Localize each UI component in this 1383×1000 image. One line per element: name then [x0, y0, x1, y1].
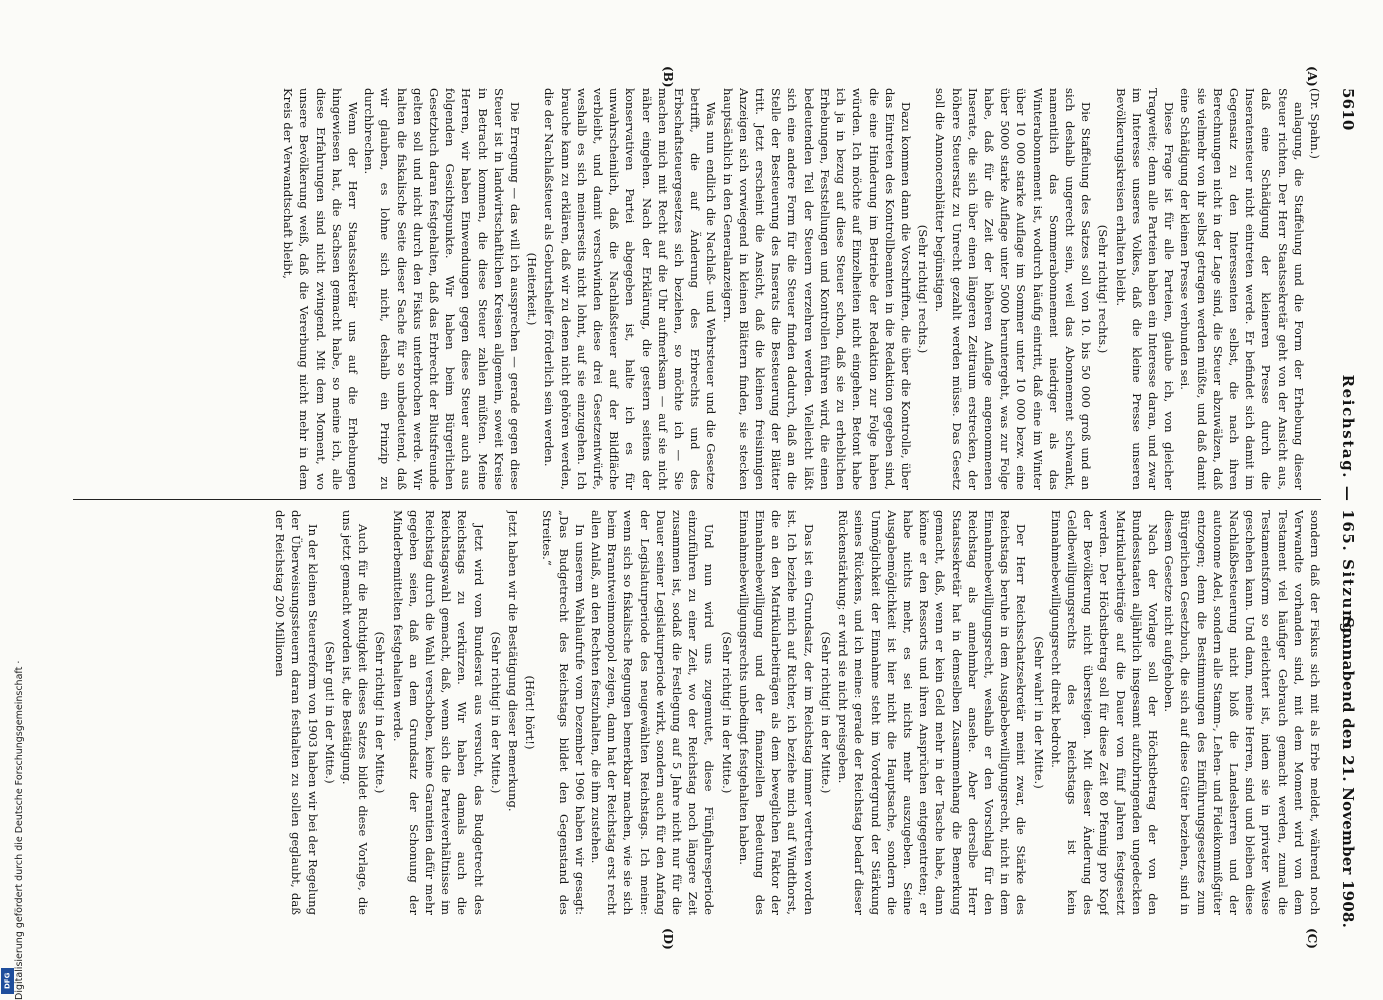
paragraph: Was nun endlich die Nachlaß- und Wehrsteuer und die Gesetze betrifft, die auf Änderung des Erbrechts und des Erbschaftsteuergesetzes sich beziehen, so möchte ich — Sie machen mich mit Recht auf die Uhr aufmerksam — auf sie nicht näher eingehen. Nach der Erklärung, die gestern seitens der konservativen Partei abgegeben ist, halte ich es für unwahrscheinlich, daß die Nachlaßsteuer auf der Bildfläche verbleibt, und damit verschwinden diese drei Gesetzentwürfe, weshalb es sich meinerseits nicht lohnt, auf sie einzugehen. Ich brauche kann zu erklären, daß wir zu denen nicht gehören werden, die der Nachlaßsteuer als Geburtshelfer förderlich sein werden.: [542, 88, 719, 490]
paragraph: Die Erregung — das will ich aussprechen — gerade gegen diese Steuer ist in landwirtschaftlichen Kreisen allgemein, soweit Kreise in Betracht kommen, die diese Steuer zahlen müßten. Meine Herren, wir haben Einwendungen gegen diese Steuer auch aus folgenden Gesichtspunkte. Wir haben beim Bürgerlichen Gesetzbuch daran festgehalten, daß das Erbrecht der Blutsfreunde gelten soll und nicht durch den Fiskus unterbrochen werde. Wir halten die fiskalische Seite dieser Sache für so unbedeutend, daß wir glauben, es lohne sich nicht, deshalb ein Prinzip zu durchbrechen.: [362, 88, 523, 490]
dfg-logo-icon: DFG: [1, 968, 14, 994]
paragraph: sondern daß der Fiskus sich mit als Erbe meldet, während noch Verwandte vorhanden sind, mit dem Moment wird von dem Testament viel häufiger Gebrauch gemacht werden, zumal die Testamentsform so erleichtert ist, indem sie in privater Weise geschehen kann. Und dann, meine Herren, sind und bleiben diese Nachlaßbesteuerung nicht bloß die Landesherren und der autonome Adel, sondern alle Stamm-, Lehen- und Fideikommißgüter entzogen; denn die Bestimmungen des Einführungsgesetzes zum Bürgerlichen Gesetzbuch, die sich auf diese Güter beziehen, sind in diesem Gesetze nicht aufgehoben.: [1162, 510, 1322, 915]
paragraph: Auch für die Richtigkeit dieses Satzes bildet diese Vorlage, die uns jetzt gemacht worden ist, die Bestätigung.: [340, 510, 371, 915]
paragraph: Diese Frage ist für alle Parteien, glaube ich, von gleicher Tragweite; denn alle Parteien haben ein Interesse daran, und zwar im Interesse unseres Volkes, daß die kleine Presse unseren Bevölkerungskreisen erhalten bleibt.: [1113, 88, 1177, 490]
interjection: (Sehr richtig! in der Mitte.): [818, 631, 833, 794]
page-header: [1331, 88, 1365, 928]
paragraph: Wenn der Herr Staatssekretär uns auf die Erhebungen hingewiesen hat, die Sachsen gemacht habe, so meine ich, alle diese Erfahrungen sind nicht zwingend. Mit dem Moment, wo unsere Bevölkerung weiß, daß die Vererbung nicht mehr in dem Kreis der Verwandtschaft bleibt,: [281, 88, 361, 490]
digitization-credit: Digitalisierung gefördert durch die Deutsche Forschungsgemeinschaft ·: [14, 660, 25, 1000]
paragraph: anlagung, die Staffelung und die Form der Erhebung dieser Steuer richten. Der Herr Staatssekretär geht von der Ansicht aus, daß eine Schädigung der kleineren Presse durch die Inseratensteuer nicht eintreten werde. Er befindet sich damit im Gegensatz zu den Interessenten selbst, die nach ihren Berechnungen nicht in der Lage sind, die Steuer abzuwälzen, daß sie vielmehr von ihr selbst getragen werden müßte, und daß damit eine Schädigung der kleinen Presse verbunden sei.: [1178, 88, 1306, 490]
margin-mark-c: (C): [1305, 928, 1319, 949]
paragraph: Dazu kommen dann die Vorschriften, die über die Kontrolle, über das Eintreten des Kontrollbeamten in die Redaktion gegeben sind, die eine Hinderung im Betriebe der Redaktion zur Folge haben würden. Ich möchte auf Einzelheiten nicht eingehen. Betont habe ich ja in bezug auf diese Steuer schon, daß sie zu erheblichen Erhebungen, Feststellungen und Kontrollen führen wird, die einen bedeutenden Teil der Steuern verzehren werden. Vielleicht läßt sich eine andere Form für die Steuer finden dadurch, daß an die Stelle der Besteuerung des Inserats die Besteuerung der Blätter tritt. Jetzt erscheint die Ansicht, daß die kleinen freisinnigen Anzeigen sich vorwiegend in kleinen Blättern finden, sie stecken hauptsächlich in den Generalanzeigern.: [720, 88, 913, 490]
margin-mark-d: (D): [661, 928, 675, 950]
interjection: (Sehr gut! in der Mitte.): [322, 641, 337, 784]
interjection: (Sehr richtig! rechts.): [1096, 224, 1111, 354]
margin-mark-a: (A): [1305, 66, 1319, 87]
paragraph: Nach der Vorlage soll der Höchstbetrag der von den Bundesstaaten alljährlich insgesamt aufzubringenden ungedeckten Matrikularbeiträge auf die Dauer von fünf Jahren festgesetzt werden. Der Höchstbetrag soll für diese Zeit 80 Pfennig pro Kopf der Bevölkerung nicht übersteigen. Mit dieser Änderung des Geldbewilligungsrechts des Reichstags ist kein Einnahmebewilligungsrecht direkt bedroht.: [1048, 510, 1160, 915]
interjection: (Sehr richtig! in der Mitte.): [373, 631, 388, 794]
interjection: (Hört! hört!): [523, 675, 538, 750]
right-text-column: [68, 510, 1323, 915]
interjection: (Heiterkeit.): [525, 252, 540, 326]
paragraph: Und nun wird uns zugemutet, diese Fünfjahresperiode einzuführen zu einer Zeit, wo der Reichstag noch längere Zeit zusammen ist, sodaß die Festlegung auf 5 Jahre nicht nur für die Dauer seiner Legislaturperiode wirkt, sondern auch für den Anfang der Legislaturperiode des neugewählten Reichstags. Ich meine: wenn sich so fiskalische Regungen bemerkbar machen, wie sie sich beim Branntweinmonopol zeigen, dann hat der Reichstag erst recht allen Anlaß, an den Rechten festzuhalten, die ihm zustehen.: [589, 510, 717, 915]
paragraph: Die Staffelung des Satzes soll von 10. bis 50 000 groß und an sich deshalb ungerecht sein, weil das Abonnement schwankt, namentlich das Sommerabonnement niedriger als das Winterabonnement ist, wodurch häufig eintritt, daß eine im Winter über 10 000 starke Auflage im Sommer unter 10 000 bezw. eine über 5000 starke Auflage unter 5000 heruntergeht, was zur Folge habe, daß für die Zeit der höheren Auflage angenommenen Inserate, die sich über einen längeren Zeitraum erstrecken, der höhere Steuersatz zu Unrecht gezahlt werden müsse. Das Gesetz soll die Annoncenblätter begünstigen.: [933, 88, 1094, 490]
page-number: 5610: [1339, 88, 1357, 131]
column-divider: [73, 499, 1321, 500]
paragraph: Jetzt haben wir die Bestätigung dieser Bemerkung.: [506, 510, 521, 812]
interjection: (Sehr richtig! in der Mitte.): [488, 631, 503, 794]
paragraph: Jetzt wird vom Bundesrat aus versucht, das Budgetrecht des Reichstags zu verkürzen. Wir haben damals auch die Reichstagswahl gemacht, daß, wenn sich die Parteiverhältnisse im Reichstag durch die Wahl verschoben, keine Garantien dafür mehr gegeben seien, daß an dem Grundsatz der Schonung der Minderbemittelten festgehalten werde.: [390, 510, 486, 915]
speaker-name: (Dr. Spahn.): [1308, 88, 1322, 159]
paragraph: Das ist ein Grundsatz, der im Reichstag immer vertreten worden ist. Ich beziehe mich auf Richter, ich beziehe mich auf Windthorst, die an den Matrikularbeiträgen als dem beweglichen Faktor der Einnahmebewilligung und der finanziellen Bedeutung des Einnahmebewilligungsrechts unbedingt festgehalten haben.: [736, 510, 816, 915]
left-text-column: [68, 88, 1323, 490]
paragraph: In der kleinen Steuerreform von 1903 haben wir bei der Regelung der Überweisungssteuern daran festhalten zu sollen geglaubt, daß der Reichstag 200 Millionen: [273, 510, 320, 915]
paragraph: In unserem Wahlaufrufe vom Dezember 1906 haben wir gesagt: „Das Budgetrecht des Reichstags bildet den Gegenstand des Streites.“: [540, 510, 587, 915]
margin-mark-b: (B): [661, 66, 675, 88]
session-title: Reichstag. — 165. Sitzung.: [1339, 374, 1357, 642]
interjection: (Sehr richtig! rechts.): [916, 224, 931, 354]
interjection: (Sehr wahr! in der Mitte.): [1031, 636, 1046, 789]
paragraph: Der Herr Reichsschatzsekretär meint zwar, die Stärke des Reichstags beruhe in dem Ausgabebewilligungsrecht, nicht in dem Einnahmebewilligungsrecht, weshalb er den Vorschlag für den Reichstag als annehmbar ansehe. Aber derselbe Herr Staatssekretär hat in demselben Zusammenhang die Bemerkung gemacht, daß, wenn er kein Geld mehr in der Tasche habe, dann könne er den Ressorts und ihren Ansprüchen entgegentreten; er habe nichts mehr, es sei nichts mehr auszugeben. Seine Ausgabemöglichkeit ist hier nicht die Hauptsache, sondern die Unmöglichkeit der Einnahme steht im Vordergrund der Stärkung seines Rückens, und ich meine: gerade der Reichstag bedarf dieser Rückenstärkung; er wird sie nicht preisgeben.: [836, 510, 1029, 915]
interjection: (Sehr richtig! in der Mitte.): [719, 631, 734, 794]
session-date: Sonnabend den 21. November 1908.: [1339, 617, 1357, 928]
